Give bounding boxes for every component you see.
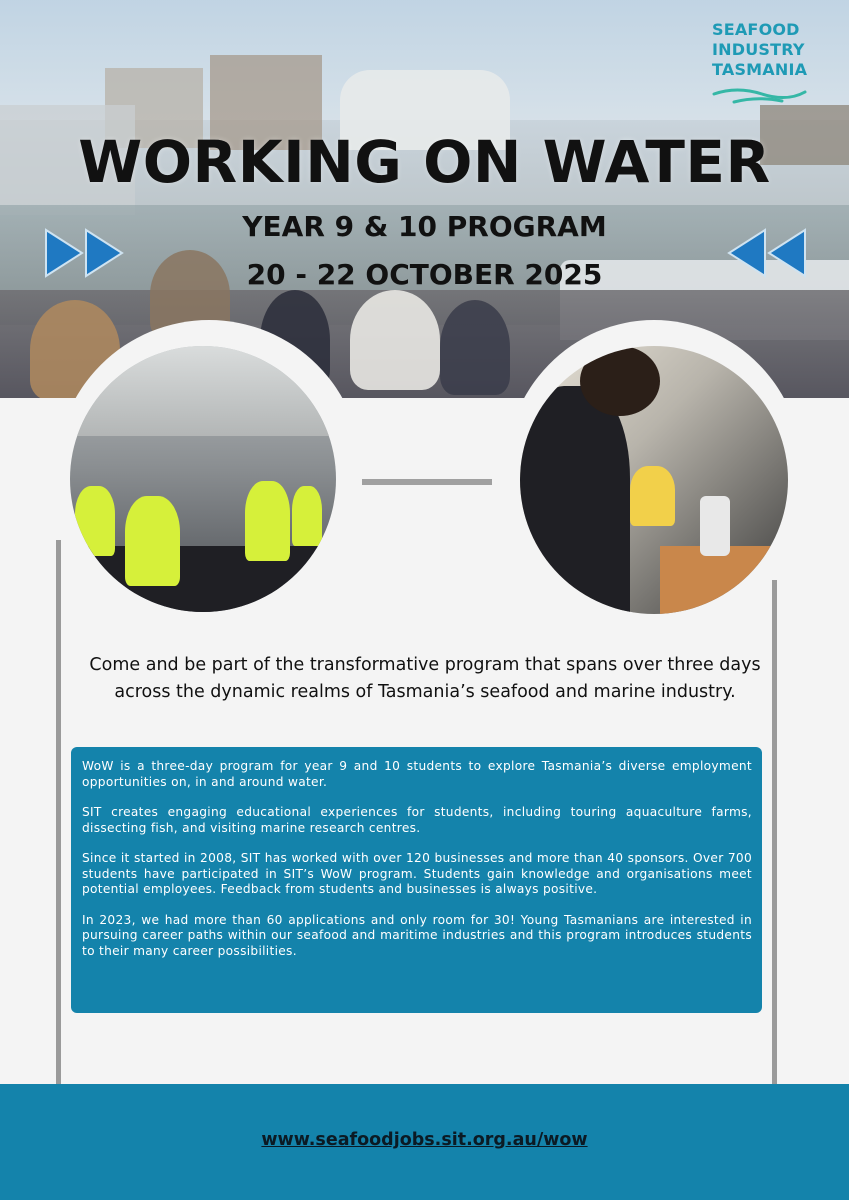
info-paragraph: WoW is a three-day program for year 9 and 10 students to explore Tasmania’s diverse employment opportunities on, in and around water. bbox=[82, 759, 752, 789]
logo-line: SEAFOOD bbox=[712, 20, 800, 39]
website-link[interactable]: www.seafoodjobs.sit.org.au/wow bbox=[261, 1130, 588, 1150]
hi-vis-vest bbox=[245, 481, 290, 561]
frame-line-left bbox=[56, 540, 61, 1085]
connector-line bbox=[362, 479, 492, 485]
student-group bbox=[440, 300, 510, 395]
intro-text: Come and be part of the transformative program that spans over three days across the dynamic realms of Tasmania’s seafood and marine industry. bbox=[89, 655, 761, 702]
student-black-shirt bbox=[520, 386, 630, 614]
seafood-industry-tasmania-logo bbox=[712, 20, 822, 106]
photo-students-hi-vis bbox=[70, 346, 336, 612]
info-paragraph: Since it started in 2008, SIT has worked with over 120 businesses and more than 40 sponsors. Over 700 students have participated in SIT’s WoW program. Students gain knowledge and organisations meet potential employees. Feedback from students and businesses is always positive. bbox=[82, 851, 752, 896]
info-paragraph: In 2023, we had more than 60 applications and only room for 30! Young Tasmanians are interested in pursuing career paths within our seafood and maritime industries and this program introduces students to their many career possibilities. bbox=[82, 912, 752, 958]
microscope bbox=[700, 496, 730, 556]
yellow-shirt bbox=[630, 466, 675, 526]
program-subtitle: YEAR 9 & 10 PROGRAM bbox=[242, 210, 607, 243]
date-subtitle: 20 - 22 OCTOBER 2025 bbox=[246, 258, 603, 291]
info-box bbox=[71, 747, 762, 1013]
wave-icon bbox=[712, 86, 807, 106]
footer bbox=[0, 1084, 849, 1200]
lab-bench bbox=[660, 546, 788, 614]
page-title: WORKING ON WATER bbox=[78, 128, 771, 196]
hi-vis-vest bbox=[292, 486, 322, 546]
hi-vis-vest bbox=[125, 496, 180, 586]
ceiling bbox=[70, 346, 336, 436]
hi-vis-vest bbox=[75, 486, 115, 556]
logo-line: TASMANIA bbox=[712, 60, 808, 79]
logo-line: INDUSTRY bbox=[712, 40, 805, 59]
student-hair bbox=[580, 346, 660, 416]
student-group bbox=[350, 290, 440, 390]
rewind-icon bbox=[725, 228, 807, 278]
info-paragraph: SIT creates engaging educational experiences for students, including touring aquaculture farms, dissecting fish, and visiting marine research centres. bbox=[82, 805, 752, 835]
fast-forward-icon bbox=[44, 228, 126, 278]
photo-students-microscopes bbox=[520, 346, 788, 614]
